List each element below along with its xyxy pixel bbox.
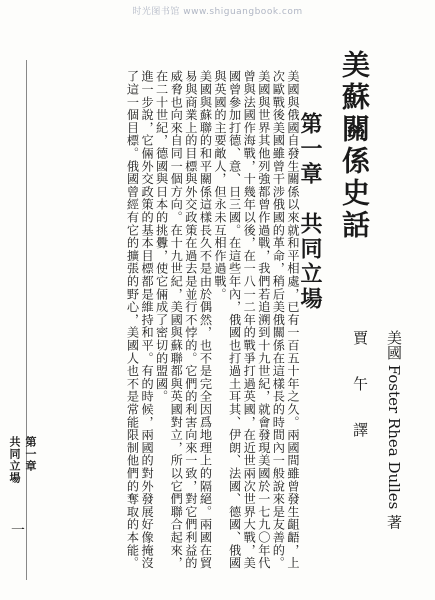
paragraph-3: 進一步說，它倆外交政策的基本目標都是維持和平。有的時候，兩國的對外發展好像掩沒了這一個目標。俄國曾經有它的擴張的野心，美國人也不是常能限制他們的奪取的本能。 <box>125 70 155 570</box>
running-head <box>4 436 37 516</box>
book-title: 美蘇關係史話 <box>338 50 371 242</box>
author-block <box>320 330 430 570</box>
body-text <box>38 70 300 580</box>
page-number: 一 <box>11 523 25 539</box>
watermark: 时光图书馆 www.shiguangbook.com <box>132 7 303 17</box>
margin-rule <box>26 60 27 580</box>
translator-name: 賈 午 譯 <box>351 330 369 445</box>
paragraph-1: 美國與俄國自發生關係以來就和平相處，已有一百五十年之久。兩國間雖曾發生齟齬，上次歐戰後美國雖曾干涉俄國的革命，稍后美俄關係在這樣長的時間內一般說來是友善的。美國與世界其他列強都曾作過戰，我們若追溯到十九世紀，就會發現美國於一七九〇年代曾與法國作海戰，十幾年以後，在一八一二年的戰爭打過英國，在近世兩次世界大戰，美國曾參加打德、意、日三國。在這些年內，俄國也打過土耳其、伊朗、法國、德國、俄國與英國的主要敵人，但永未互相作過戰。 <box>213 70 300 570</box>
author-name: 美國 Foster Rhea Dulles 著 <box>385 330 403 530</box>
running-head-title: 共同立場 <box>8 436 21 484</box>
chapter-title: 第一章 共同立場 <box>297 112 323 312</box>
running-head-chapter: 第一章 <box>24 436 37 472</box>
paragraph-2: 美國與蘇聯的和平關係這樣長久不是由於偶然，也不是完全因爲地理上的隔絕。兩國在貿易與商業上的目標與外交政策在過去是並行不悖的。它們的利害向來一致，對它們利益的威脅也向來自同一個方向。在十九世紀，美國與蘇聯都與英國對立，所以它們聯合起來，在二十世紀，德國與日本的挑釁，使它倆成了密切的盟國。 <box>154 70 213 570</box>
